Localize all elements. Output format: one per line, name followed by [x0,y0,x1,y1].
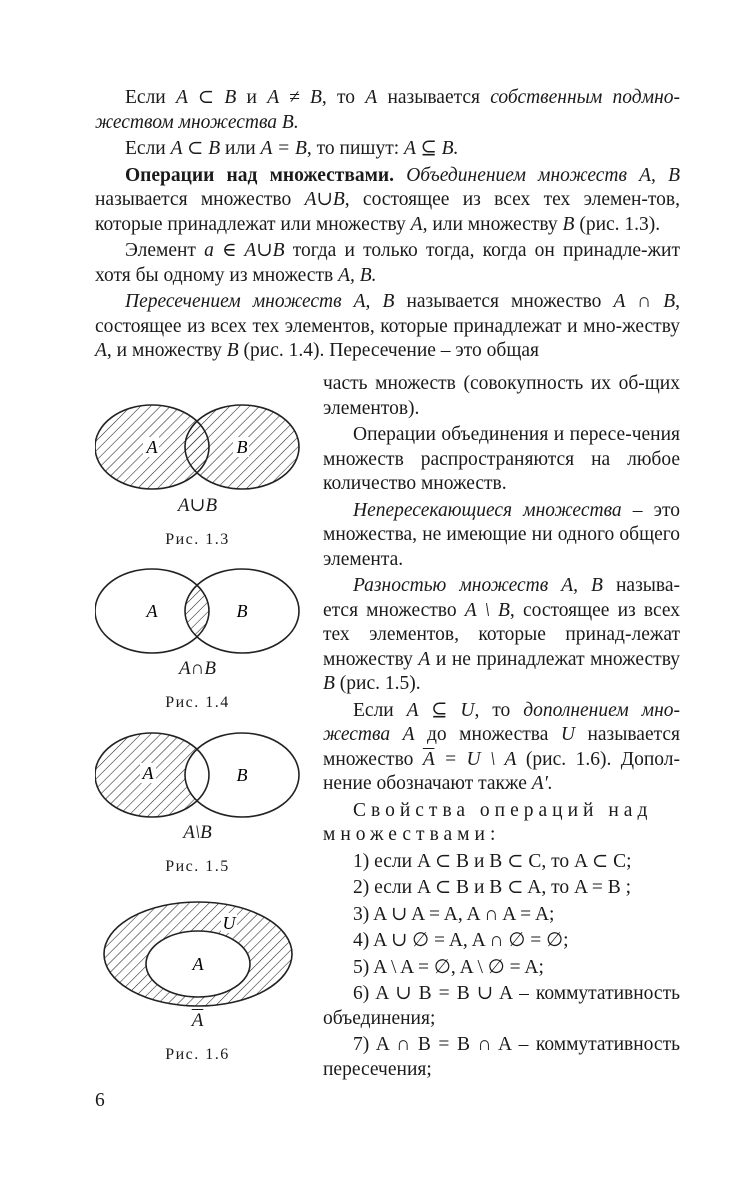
paragraph-subset-notation [95,137,680,162]
paragraph-union [95,164,680,238]
text: называ-ется множество [323,575,680,621]
math: A [365,87,378,108]
property-item [323,876,680,901]
text: (рис. 1.6). Допол-нение обозначают также [323,748,680,794]
properties-list [323,850,680,1083]
term: Объединением множеств A, B [394,164,680,186]
section-heading: Операции над множествами. [125,164,395,186]
text: , то [321,87,366,108]
set-b-label: B [236,765,248,785]
math: A ⊂ B [175,87,237,108]
paragraph-union-element [95,239,680,288]
property-number: 1) [353,850,370,872]
property-text: A ∪ ∅ = A, A ∩ ∅ = ∅; [373,930,569,951]
property-item [323,982,680,1031]
property-number: 4) [353,930,370,951]
math: B [562,213,575,235]
property-number: 6) [353,983,370,1004]
text: тогда и только тогда, когда он принадле-жит хотя бы одному из множеств [95,240,680,286]
figure-label: $\overline{A}$ [191,1010,204,1031]
math: A ⊂ B [170,138,221,159]
text: Если [125,87,176,108]
text: – это множества, не имеющие ни одного общего элемента. [323,499,680,570]
venn-difference-diagram [95,730,300,820]
math-complement: $\overline{A}$ [422,748,435,770]
property-item [323,956,680,981]
term: Пересечением множеств [125,291,342,312]
text: Если [353,699,407,721]
figure-1-3 [95,402,300,549]
property-text: A ∪ B = B ∪ A – коммутативность объединения; [323,983,680,1029]
math: A, B [341,291,395,312]
figure-label: A\B [183,822,212,843]
set-a-label: A [192,954,204,974]
text: Если [125,138,171,159]
set-a-label: A [146,437,158,457]
text: , то пишут: [306,138,405,159]
property-item [323,929,680,954]
set-a-label: A [142,763,154,783]
full-width-text [95,86,680,364]
text: называется множество [323,724,680,770]
property-text: A ∩ B = B ∩ A – коммутативность пересечения; [323,1034,680,1080]
property-number: 7) [353,1034,370,1055]
figure-caption: Рис. 1.5 [165,858,230,875]
property-number: 5) [353,956,370,978]
math: A∪B [304,189,345,210]
text: , и множеству [106,340,227,361]
property-number: 2) [353,877,370,898]
text: , или множеству [422,213,563,235]
term: Разностью множеств [353,575,549,596]
text: (рис. 1.4). Пересечение – это общая [238,340,539,361]
math: A, B [548,575,603,596]
figure-1-6 [95,898,300,1064]
text: , состоящее из всех тех элементов, которые принад-лежат множеству [323,599,680,670]
property-text: A \ A = ∅, A \ ∅ = A; [373,956,544,978]
term: дополнением мно-жества A [323,699,680,745]
paragraph-disjoint [323,499,680,573]
property-number: 3) [353,903,370,925]
text: , то [474,699,524,721]
text: называется [377,87,491,108]
text: до множества [414,724,561,745]
math: A ≠ B [267,87,322,108]
figure-caption: Рис. 1.3 [165,531,230,548]
figure-1-4 [95,566,300,712]
figure-caption: Рис. 1.6 [165,1046,230,1063]
math: A [418,648,431,670]
term: Непересекающиеся множества [353,499,622,521]
property-item [323,850,680,875]
math: A ⊆ B. [404,138,459,159]
figure-label: A∩B [179,658,216,679]
figure-label: A∪B [177,495,218,516]
property-text: если A ⊂ B и B ⊂ A, то A = B ; [374,877,632,898]
text: и не принадлежат множеству [430,648,680,670]
set-a-label: A [146,601,158,621]
venn-intersection-diagram [95,566,300,656]
paragraph-difference [323,574,680,697]
text: называется множество [95,189,305,210]
figure-1-5 [95,730,300,876]
math: a ∈ A∪B [204,240,285,261]
figure-caption: Рис. 1.4 [165,694,230,711]
right-column-text [323,372,680,1082]
set-b-label: B [236,601,248,621]
paragraph-intersection-cont: часть множеств (совокупность их об-щих элементов). [323,373,680,419]
property-item [323,903,680,928]
text: , состоящее из всех тех элементов, которые принадлежат и мно-жеству [95,291,680,337]
math: A = B [260,138,307,159]
math: A [95,340,107,361]
property-item [323,1033,680,1082]
properties-heading: Свойства операций над множествами: [323,799,653,845]
paragraph-complement [323,699,680,797]
math: B [323,673,335,694]
text: Элемент [125,240,205,261]
paragraph-intersection [95,290,680,364]
property-text: если A ⊂ B и B ⊂ C, то A ⊂ C; [374,850,632,872]
property-text: A ∪ A = A, A ∩ A = A; [373,903,555,925]
math: A ∩ B [613,291,676,312]
math: A, B. [338,264,377,286]
text: (рис. 1.5). [334,673,421,694]
set-b-label: B [236,437,248,457]
paragraph-operations: Операции объединения и пересе-чения множеств распространяются на любое количество множеств. [323,424,680,494]
venn-union-diagram [95,402,300,492]
math: A \ B [464,599,510,621]
text: (рис. 1.3). [574,213,661,235]
math: U [560,724,575,745]
term: собственным подмно-жеством множества B. [95,87,681,133]
text: называется множество [394,291,614,312]
math: = U \ A [434,748,517,770]
paragraph-proper-subset [95,86,680,135]
text: или [220,138,261,159]
math: A [410,213,423,235]
text: , состоящее из всех тех элемен-тов, которые принадлежат или множеству [95,189,680,235]
set-u-label: U [222,913,236,933]
page-number: 6 [95,1090,105,1111]
math: B [226,340,239,361]
math: A ⊆ U [406,699,475,721]
text: и [236,87,268,108]
math: A′. [531,773,553,794]
venn-complement-diagram [95,898,300,1008]
